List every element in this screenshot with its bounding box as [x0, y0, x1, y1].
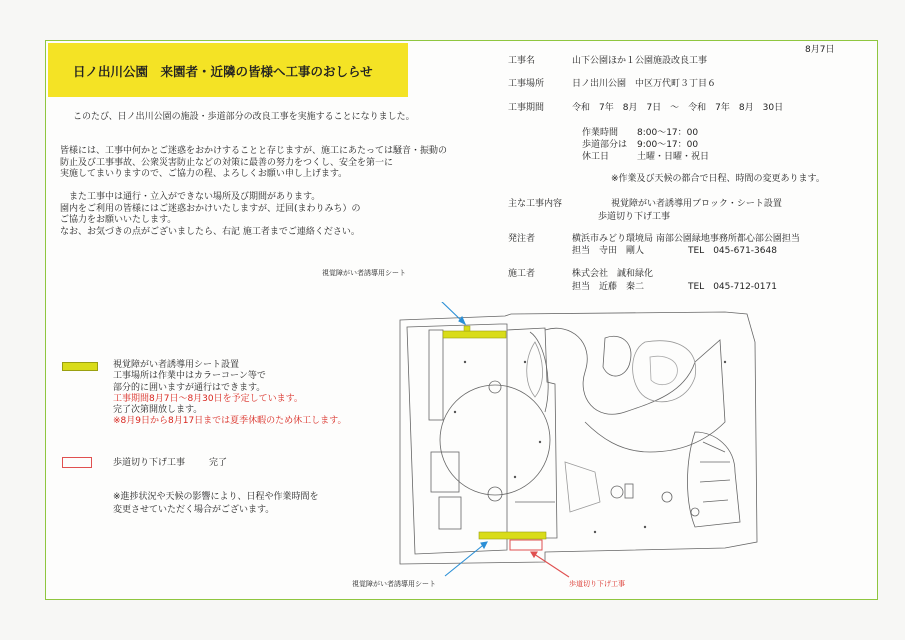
sheet-marker-top [464, 326, 470, 331]
legend-holiday-red: ※8月9日から8月17日までは夏季休暇のため休工します。 [113, 416, 347, 427]
cut-legend-status: 完了 [209, 458, 228, 468]
client-name: 横浜市みどり環境局 南部公園緑地事務所都心部公園担当 [572, 234, 800, 244]
paragraph-line: なお、お気づきの点がございましたら、右記 施工者までご連絡ください。 [60, 226, 360, 237]
sheet-area-bottom [479, 532, 546, 539]
callout-arrow-bottom [445, 542, 487, 576]
arrow-head [531, 552, 537, 557]
legend-line: 部分的に囲いますが通行はできます。 [113, 382, 266, 393]
paragraph-line: ご協力をお願いいたします。 [60, 215, 177, 225]
paragraph-line: 実施してまいりますので、ご協力の程、よろしくお願い申し上げます。 [60, 169, 348, 179]
paragraph-line: また工事中は通行・立入ができない場所及び期間があります。 [60, 192, 321, 202]
sheet-legend-text [113, 360, 346, 428]
construction-period: 令和 7年 8月 7日 ～ 令和 7年 8月 30日 [572, 103, 784, 113]
client-person: 担当 寺田 剛人 [572, 246, 645, 256]
client-tel: TEL 045-671-3648 [688, 246, 777, 256]
park-map [395, 302, 785, 592]
callout-arrow-top [415, 302, 465, 324]
construction-place: 日ノ出川公園 中区万代町３丁目６ [572, 79, 717, 89]
contractor-person: 担当 近藤 秦二 [572, 282, 645, 292]
page-title: 日ノ出川公園 来園者・近隣の皆様へ工事のおしらせ [73, 64, 373, 79]
cut-area [510, 540, 542, 550]
work-content-item: 歩道切り下げ工事 [598, 212, 671, 222]
legend-open-note: 完了次第開放します。 [113, 405, 203, 416]
work-content-item: 視覚障がい者誘導用ブロック・シート設置 [611, 199, 782, 209]
weather-note: ※作業及び天候の都合で日程、時間の変更あります。 [611, 174, 825, 184]
paragraph-line: 園内をご利用の皆様にはご迷惑おかけいたしますが、迂回(まわりみち）の [60, 203, 361, 214]
schedule-note-line: 変更させていただく場合がございます。 [113, 505, 275, 515]
work-hours: 8:00～17：00 [637, 128, 699, 138]
contractor-name: 株式会社 誠和緑化 [572, 269, 654, 279]
sheet-area-top [443, 331, 506, 338]
walkway-hours: 9:00～17：00 [637, 140, 699, 150]
legend-period-red: 工事期間8月7日～8月30日を予定しています。 [113, 393, 303, 404]
legend-line: 視覚障がい者誘導用シート設置 [113, 360, 240, 370]
sheet-legend-swatch [62, 362, 98, 371]
holiday-label: 休工日 [582, 152, 610, 162]
construction-place-label: 工事場所 [508, 79, 545, 89]
work-content-label: 主な工事内容 [508, 199, 563, 209]
cut-legend-label: 歩道切り下げ工事 [113, 458, 186, 468]
cut-callout: 歩道切り下げ工事 [569, 580, 625, 588]
paragraph-cooperation [60, 146, 447, 181]
notice-date: 8月7日 [805, 45, 835, 55]
schedule-note-line: ※進捗状況や天候の影響により、日程や作業時間を [113, 492, 319, 502]
holiday-days: 土曜・日曜・祝日 [637, 152, 710, 162]
construction-name-label: 工事名 [508, 56, 536, 66]
work-hours-label: 作業時間 [582, 128, 619, 138]
paragraph-line: 防止及び工事事故、公衆災害防止などの対策に最善の努力をつくし、安全を第一に [60, 157, 394, 168]
paragraph-detour [60, 192, 361, 238]
sheet-callout-bottom: 視覚障がい者誘導用シート [352, 580, 436, 588]
client-label: 発注者 [508, 234, 536, 244]
legend-line: 工事場所は作業中はカラーコーン等で [113, 371, 266, 382]
construction-period-label: 工事期間 [508, 103, 545, 113]
sheet-callout-top: 視覚障がい者誘導用シート [322, 269, 406, 277]
intro-text: このたび、日ノ出川公園の施設・歩道部分の改良工事を実施することになりました。 [73, 112, 415, 122]
contractor-label: 施工者 [508, 269, 536, 279]
walkway-hours-label: 歩道部分は [582, 140, 628, 150]
cut-legend-swatch [62, 457, 92, 468]
paragraph-line: 皆様には、工事中何かとご迷惑をおかけすることと存じますが、施工にあたっては騒音・振動の [60, 146, 448, 156]
arrow-head [481, 542, 487, 548]
callout-arrow-cut [531, 552, 569, 577]
construction-name: 山下公園ほか１公園施設改良工事 [572, 56, 708, 66]
contractor-tel: TEL 045-712-0171 [688, 282, 777, 292]
